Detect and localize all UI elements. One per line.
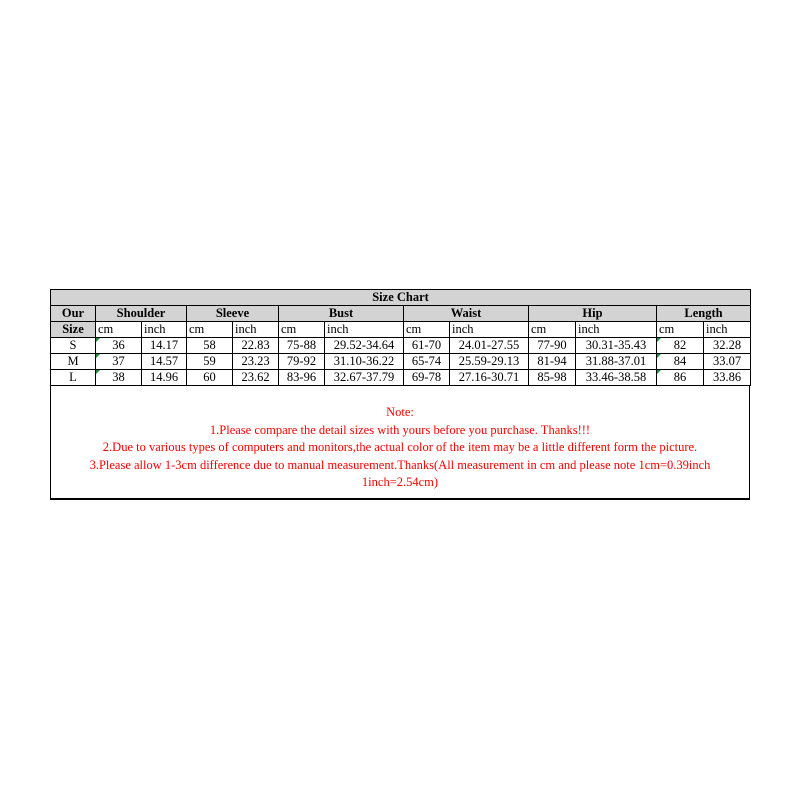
size-label: L (51, 370, 96, 386)
header-hip: Hip (529, 306, 657, 322)
table-row (51, 370, 751, 386)
note-line-1: 1.Please compare the detail sizes with yours before you purchase. Thanks!!! (209, 422, 591, 437)
unit-cm: cm (279, 322, 325, 338)
table-row (51, 354, 751, 370)
unit-inch: inch (704, 322, 751, 338)
waist-inch: 27.16-30.71 (450, 370, 529, 386)
size-chart-table (50, 289, 751, 386)
header-sleeve: Sleeve (187, 306, 279, 322)
note-line-3: 3.Please allow 1-3cm difference due to manual measurement.Thanks(All measurement in cm and please note 1cm=0.39inch (89, 457, 711, 472)
chart-title: Size Chart (51, 290, 751, 306)
sleeve-cm: 60 (187, 370, 233, 386)
shoulder-inch: 14.57 (142, 354, 187, 370)
hip-inch: 31.88-37.01 (576, 354, 657, 370)
header-waist: Waist (404, 306, 529, 322)
header-row-groups (51, 306, 751, 322)
length-inch: 32.28 (704, 338, 751, 354)
bust-cm: 75-88 (279, 338, 325, 354)
hip-inch: 33.46-38.58 (576, 370, 657, 386)
bust-cm: 79-92 (279, 354, 325, 370)
bust-inch: 32.67-37.79 (325, 370, 404, 386)
note-heading: Note: (386, 405, 414, 419)
shoulder-cm: 38 (96, 370, 142, 386)
unit-cm: cm (187, 322, 233, 338)
shoulder-cm: 36 (96, 338, 142, 354)
shoulder-cm: 37 (96, 354, 142, 370)
hip-cm: 77-90 (529, 338, 576, 354)
unit-inch: inch (233, 322, 279, 338)
length-cm: 82 (657, 338, 704, 354)
size-chart (50, 289, 750, 500)
size-label: M (51, 354, 96, 370)
bust-cm: 83-96 (279, 370, 325, 386)
waist-cm: 69-78 (404, 370, 450, 386)
table-row (51, 338, 751, 354)
unit-cm: cm (657, 322, 704, 338)
unit-cm: cm (96, 322, 142, 338)
our-size-label-top: Our (51, 306, 96, 322)
length-cm: 86 (657, 370, 704, 386)
sleeve-inch: 22.83 (233, 338, 279, 354)
length-inch: 33.86 (704, 370, 751, 386)
sleeve-inch: 23.62 (233, 370, 279, 386)
our-size-label-bottom: Size (51, 322, 96, 338)
hip-cm: 81-94 (529, 354, 576, 370)
title-row (51, 290, 751, 306)
sleeve-cm: 59 (187, 354, 233, 370)
shoulder-inch: 14.96 (142, 370, 187, 386)
note-line-4: 1inch=2.54cm) (361, 475, 439, 489)
header-bust: Bust (279, 306, 404, 322)
unit-inch: inch (142, 322, 187, 338)
header-row-units (51, 322, 751, 338)
sleeve-inch: 23.23 (233, 354, 279, 370)
header-length: Length (657, 306, 751, 322)
waist-cm: 65-74 (404, 354, 450, 370)
bust-inch: 29.52-34.64 (325, 338, 404, 354)
length-cm: 84 (657, 354, 704, 370)
size-label: S (51, 338, 96, 354)
unit-cm: cm (529, 322, 576, 338)
notes-panel (50, 386, 750, 500)
unit-inch: inch (450, 322, 529, 338)
note-line-2: 2.Due to various types of computers and monitors,the actual color of the item may be a little different form the picture. (102, 440, 698, 454)
hip-cm: 85-98 (529, 370, 576, 386)
header-shoulder: Shoulder (96, 306, 187, 322)
waist-cm: 61-70 (404, 338, 450, 354)
unit-inch: inch (576, 322, 657, 338)
unit-inch: inch (325, 322, 404, 338)
length-inch: 33.07 (704, 354, 751, 370)
bust-inch: 31.10-36.22 (325, 354, 404, 370)
waist-inch: 24.01-27.55 (450, 338, 529, 354)
waist-inch: 25.59-29.13 (450, 354, 529, 370)
shoulder-inch: 14.17 (142, 338, 187, 354)
unit-cm: cm (404, 322, 450, 338)
sleeve-cm: 58 (187, 338, 233, 354)
hip-inch: 30.31-35.43 (576, 338, 657, 354)
